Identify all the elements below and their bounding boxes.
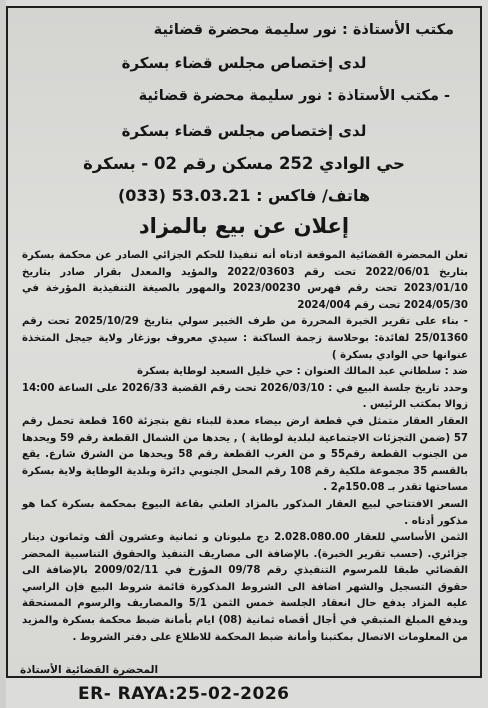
paragraph-expert-report: - بناء على تقرير الخبرة المحررة من طرف الخبير سولي بتاريخ 2025/10/29 تحت رقم 25/01360 لفائدة: بوحلاسة زجمة الساكنة : سيدي معروف بوزغار ولاية جيجل المتخذة عنوانها حي الوادي بسكرة ) [22,316,468,361]
paragraph-judgment: تعلن المحضرة القضائية الموقعة ادناه أنه تنفيذا للحكم الجزائي الصادر عن محكمة بسكرة بتاريخ 2022/06/01 تحت رقم 2022/03603 والمؤيد والمعدل بقرار صادر بتاريخ 2023/01/10 تحت رقم فهرس 2023/00230 والمهور بالصيغة التنفيذية المؤرخة في 2024/05/30 تحت رقم 2024/004 [22,250,468,311]
paragraph-base-price: الثمن الأساسي للعقار 2.028.080.00 دج مليونان و ثمانية وعشرون ألف وثمانون دينار جزائري. (حسب تقرير الخبرة). بالإضافة الى مصاريف التنفيذ والحقوق التناسبية المحضر القضائي طبقا للمرسوم التنفيذي رقم 09/78 المؤرخ في 2009/02/11 بالإضافة الى حقوق التسجيل والشهر اضافة الى الشروط المذكورة قائمة شروط البيع فإن الراسي عليه المزاد يدفع حال انعقاد الجلسة خمس الثمن 5/1 والمصاريف والرسوم المستحقة ويدفع المبلغ المتبقي في أجال أقصاه ثمانية (08) ايام بأمانة ضبط محكمة بسكرة والمزيد من المعلومات الاتصال بمكتبنا وأمانة ضبط المحكمة للاطلاع على دفتر الشروط . [22,532,469,643]
office-address: حي الوادي 252 مسكن رقم 02 - بسكرة [83,154,405,173]
office-phone: هاتف/ فاكس : 53.03.21 (033) [117,186,371,205]
notice-title: إعلان عن بيع بالمزاد [138,214,350,238]
jurisdiction-line-2: لدى إختصاص مجلس قضاء بسكرة [121,122,367,140]
signature: المحضرة القضائية الأستاذة [20,664,159,676]
newspaper-date: ER- RAYA:25-02-2026 [78,684,290,704]
paragraph-opening-price: السعر الافتتاحي لبيع العقار المذكور بالمزاد العلني بقاعة البيوع بمحكمة بسكرة كما هو مذكور أدناه . [22,498,468,527]
paragraph-property: العقار العقار متمثل في قطعة ارض بيضاء معدة للبناء تقع بتجزئة 160 قطعة تحمل رقم 57 (ضمن التجزئات الاجتماعية لبلدية لوطاية ) , يحدها من الشمال القطعة رقم 59 ويحدها من الجنوب القطعة رقم55 و من الغرب القطعة رقم 58 ويحدها من الشرق شارع. يقع بالقسم 35 مجموعة ملكية رقم 108 رقم المحل الجنوبي دائرة وبلدية الوطاية ولاية بسكرة مساحتها تقدر بـ 150.08م2 . [22,415,469,494]
office-name-line-1: مكتب الأستاذة : نور سليمة محضرة قضائية [153,22,454,38]
jurisdiction-line-1: لدى إختصاص مجلس قضاء بسكرة [121,54,367,72]
paragraph-session-date: وحدد تاريخ جلسة البيع في : 2026/03/10 تحت رقم القضية 2026/33 على الساعة 14:00 زوالا بمكتب الرئيس . [22,382,468,411]
notice-body [22,248,468,646]
paragraph-defendant: ضد : سلطاني عبد المالك العنوان : حي خليل السعيد لوطاية بسكرة [136,366,468,378]
office-name-line-2: - مكتب الأستاذة : نور سليمة محضرة قضائية [138,88,450,104]
notice-frame [6,6,482,678]
